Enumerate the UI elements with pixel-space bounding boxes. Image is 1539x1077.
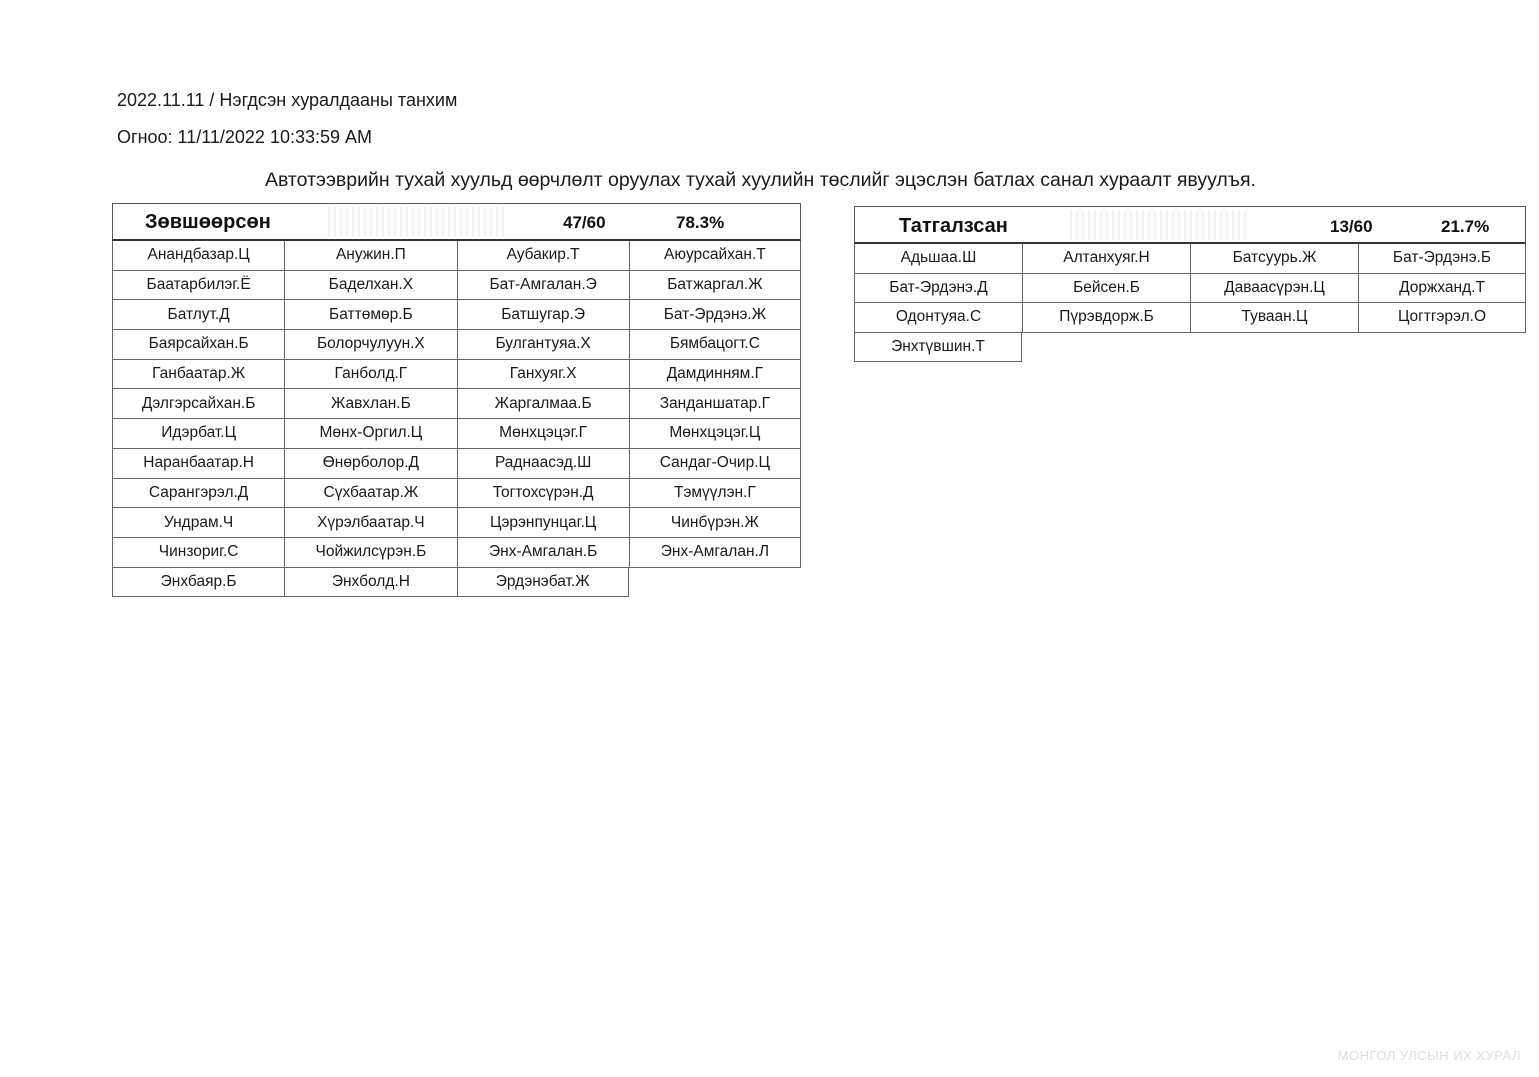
approved-percent: 78.3% [676,213,725,232]
member-name-cell: Өнөрболор.Д [284,449,456,479]
member-name-cell: Сандаг-Очир.Ц [629,449,801,479]
member-name-cell: Чойжилсүрэн.Б [284,538,456,568]
member-name-cell: Болорчулуун.Х [284,330,456,360]
member-name-cell: Жавхлан.Б [284,389,456,419]
member-name-cell: Мөнх-Оргил.Ц [284,419,456,449]
rejected-header [854,206,1526,244]
member-name-cell: Цэрэнпунцаг.Ц [457,508,629,538]
member-name-cell: Баделхан.Х [284,271,456,301]
member-name-cell: Бат-Эрдэнэ.Д [854,274,1022,304]
approved-header [112,203,801,241]
member-name-cell: Энх-Амгалан.Л [629,538,801,568]
rejected-block [854,206,1526,362]
vote-timestamp: Огноо: 11/11/2022 10:33:59 AM [117,127,373,147]
member-name-cell: Бат-Эрдэнэ.Б [1358,244,1526,274]
approved-title: Зөвшөөрсөн [145,211,271,233]
member-name-cell: Даваасүрэн.Ц [1190,274,1358,304]
member-name-cell: Сүхбаатар.Ж [284,479,456,509]
member-name-cell: Тогтохсүрэн.Д [457,479,629,509]
rejected-percent: 21.7% [1441,217,1490,236]
rejected-count: 13/60 [1330,217,1373,236]
member-name-cell: Энхболд.Н [284,568,456,598]
member-name-cell: Одонтуяа.С [854,303,1022,333]
member-name-cell: Тэмүүлэн.Г [629,479,801,509]
approved-block [112,203,801,597]
vote-subject: Автотээврийн тухай хуульд өөрчлөлт оруулах тухай хуулийн төслийг эцэслэн батлах санал хураалт явуулъя. [265,169,1256,191]
member-name-cell: Батшугар.Э [457,300,629,330]
member-name-cell: Ганбаатар.Ж [112,360,284,390]
member-name-cell: Сарангэрэл.Д [112,479,284,509]
scan-smudge [1070,210,1250,240]
watermark: МОНГОЛ УЛСЫН ИХ ХУРАЛ [1337,1048,1521,1063]
member-name-cell: Бямбацогт.С [629,330,801,360]
member-name-cell: Дэлгэрсайхан.Б [112,389,284,419]
member-name-cell: Энхтүвшин.Т [854,333,1022,363]
member-name-cell: Энхбаяр.Б [112,568,284,598]
rejected-names-grid [854,244,1526,362]
member-name-cell: Алтанхуяг.Н [1022,244,1190,274]
member-name-cell: Батлут.Д [112,300,284,330]
member-name-cell: Наранбаатар.Н [112,449,284,479]
member-name-cell: Ганхуяг.Х [457,360,629,390]
member-name-cell: Жаргалмаа.Б [457,389,629,419]
member-name-cell: Батжаргал.Ж [629,271,801,301]
member-name-cell: Анандбазар.Ц [112,241,284,271]
member-name-cell: Батсуурь.Ж [1190,244,1358,274]
member-name-cell: Доржханд.Т [1358,274,1526,304]
member-name-cell: Эрдэнэбат.Ж [457,568,629,598]
member-name-cell: Пүрэвдорж.Б [1022,303,1190,333]
member-name-cell: Ундрам.Ч [112,508,284,538]
member-name-cell: Чинбүрэн.Ж [629,508,801,538]
member-name-cell: Чинзориг.С [112,538,284,568]
member-name-cell: Мөнхцэцэг.Г [457,419,629,449]
member-name-cell: Анужин.П [284,241,456,271]
member-name-cell: Бейсен.Б [1022,274,1190,304]
session-date-location: 2022.11.11 / Нэгдсэн хуралдааны танхим [117,90,458,110]
member-name-cell: Баатарбилэг.Ё [112,271,284,301]
member-name-cell: Энх-Амгалан.Б [457,538,629,568]
member-name-cell: Адьшаа.Ш [854,244,1022,274]
member-name-cell: Хүрэлбаатар.Ч [284,508,456,538]
member-name-cell: Раднаасэд.Ш [457,449,629,479]
member-name-cell: Булгантуяа.Х [457,330,629,360]
member-name-cell: Цогтгэрэл.О [1358,303,1526,333]
scan-smudge [328,207,508,237]
member-name-cell: Баттөмөр.Б [284,300,456,330]
member-name-cell: Бат-Эрдэнэ.Ж [629,300,801,330]
member-name-cell: Мөнхцэцэг.Ц [629,419,801,449]
member-name-cell: Туваан.Ц [1190,303,1358,333]
rejected-title: Татгалзсан [899,215,1008,237]
member-name-cell: Дамдинням.Г [629,360,801,390]
member-name-cell: Ганболд.Г [284,360,456,390]
member-name-cell: Занданшатар.Г [629,389,801,419]
member-name-cell: Баярсайхан.Б [112,330,284,360]
member-name-cell: Идэрбат.Ц [112,419,284,449]
approved-names-grid [112,241,801,597]
approved-count: 47/60 [563,213,606,232]
member-name-cell: Аюурсайхан.Т [629,241,801,271]
member-name-cell: Бат-Амгалан.Э [457,271,629,301]
member-name-cell: Аубакир.Т [457,241,629,271]
